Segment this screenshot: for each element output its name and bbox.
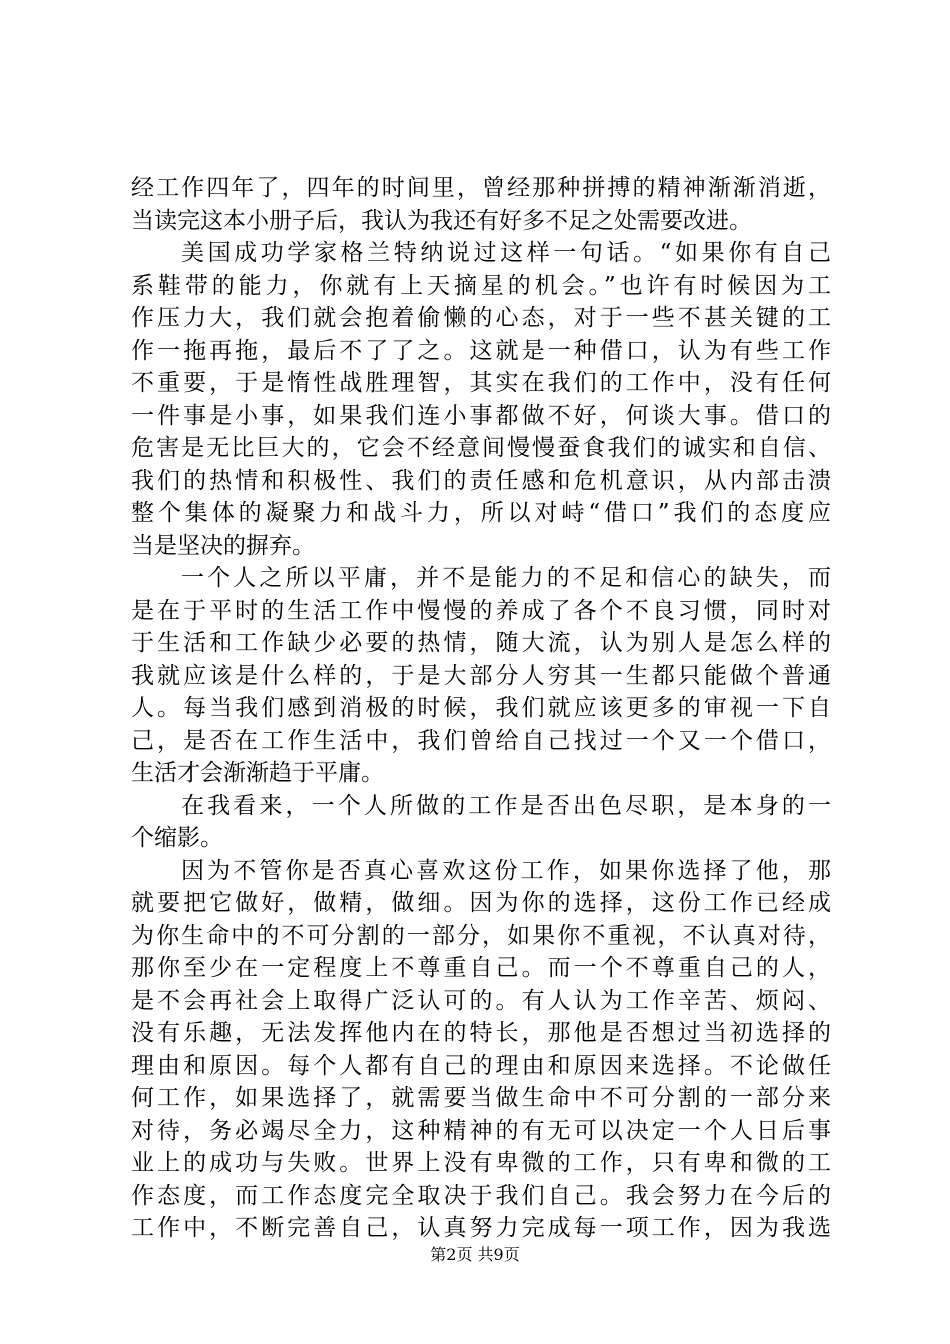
text-line: 作一拖再拖，最后不了了之。这就是一种借口，认为有些工作 [131,337,831,364]
text-line: 就要把它做好，做精，做细。因为你的选择，这份工作已经成 [131,890,831,916]
text-line: 整个集体的凝聚力和战斗力，所以对峙“借口”我们的态度应 [131,500,831,526]
text-line: 系鞋带的能力，你就有上天摘星的机会。”也许有时候因为工 [131,272,831,299]
document-body [131,172,831,1245]
text-line: 理由和原因。每个人都有自己的理由和原因来选择。不论做任 [131,1052,831,1079]
text-line: 美国成功学家格兰特纳说过这样一句话。“如果你有自己 [181,240,831,266]
text-line: 何工作，如果选择了，就需要当做生命中不可分割的一部分来 [131,1085,831,1111]
text-line: 人。每当我们感到消极的时候，我们就应该更多的审视一下自 [131,695,831,721]
text-line: 危害是无比巨大的，它会不经意间慢慢蚕食我们的诚实和自信、 [131,435,831,461]
text-line: 业上的成功与失败。世界上没有卑微的工作，只有卑和微的工 [131,1150,831,1176]
text-line: 不重要，于是惰性战胜理智，其实在我们的工作中，没有任何 [131,370,831,396]
text-line: 经工作四年了，四年的时间里，曾经那种拼搏的精神渐渐消逝， [131,175,831,201]
text-line: 作压力大，我们就会抱着偷懒的心态，对于一些不甚关键的工 [131,305,831,331]
text-line: 当是坚决的摒弃。 [131,532,315,559]
text-line: 在我看来，一个人所做的工作是否出色尽职，是本身的一 [181,792,831,819]
text-line: 对待，务必竭尽全力，这种精神的有无可以决定一个人日后事 [131,1117,831,1144]
text-line: 是在于平时的生活工作中慢慢的养成了各个不良习惯，同时对 [131,597,831,624]
text-line: 于生活和工作缺少必要的热情，随大流，认为别人是怎么样的 [131,630,831,656]
text-line: 个缩影。 [131,825,223,851]
text-line: 我们的热情和积极性、我们的责任感和危机意识，从内部击溃 [131,467,831,494]
text-line: 我就应该是什么样的，于是大部分人穷其一生都只能做个普通 [131,662,831,689]
text-line: 为你生命中的不可分割的一部分，如果你不重视，不认真对待， [131,922,831,949]
text-line: 没有乐趣，无法发挥他内在的特长，那他是否想过当初选择的 [131,1020,831,1046]
text-line: 己，是否在工作生活中，我们曾给自己找过一个又一个借口， [131,727,831,754]
text-line: 是不会再社会上取得广泛认可的。有人认为工作辛苦、烦闷、 [131,987,831,1014]
text-line: 一件事是小事，如果我们连小事都做不好，何谈大事。借口的 [131,402,831,429]
text-line: 一个人之所以平庸，并不是能力的不足和信心的缺失，而 [181,565,831,591]
text-line: 作态度，而工作态度完全取决于我们自己。我会努力在今后的 [131,1182,831,1209]
text-line: 生活才会渐渐趋于平庸。 [131,760,384,786]
text-line: 工作中，不断完善自己，认真努力完成每一项工作，因为我选 [131,1215,831,1241]
text-line: 当读完这本小册子后，我认为我还有好多不足之处需要改进。 [131,207,752,234]
page-footer: 第2页 共9页 [430,1245,520,1264]
text-line: 因为不管你是否真心喜欢这份工作，如果你选择了他，那 [181,857,831,884]
text-line: 那你至少在一定程度上不尊重自己。而一个不尊重自己的人， [131,955,831,981]
